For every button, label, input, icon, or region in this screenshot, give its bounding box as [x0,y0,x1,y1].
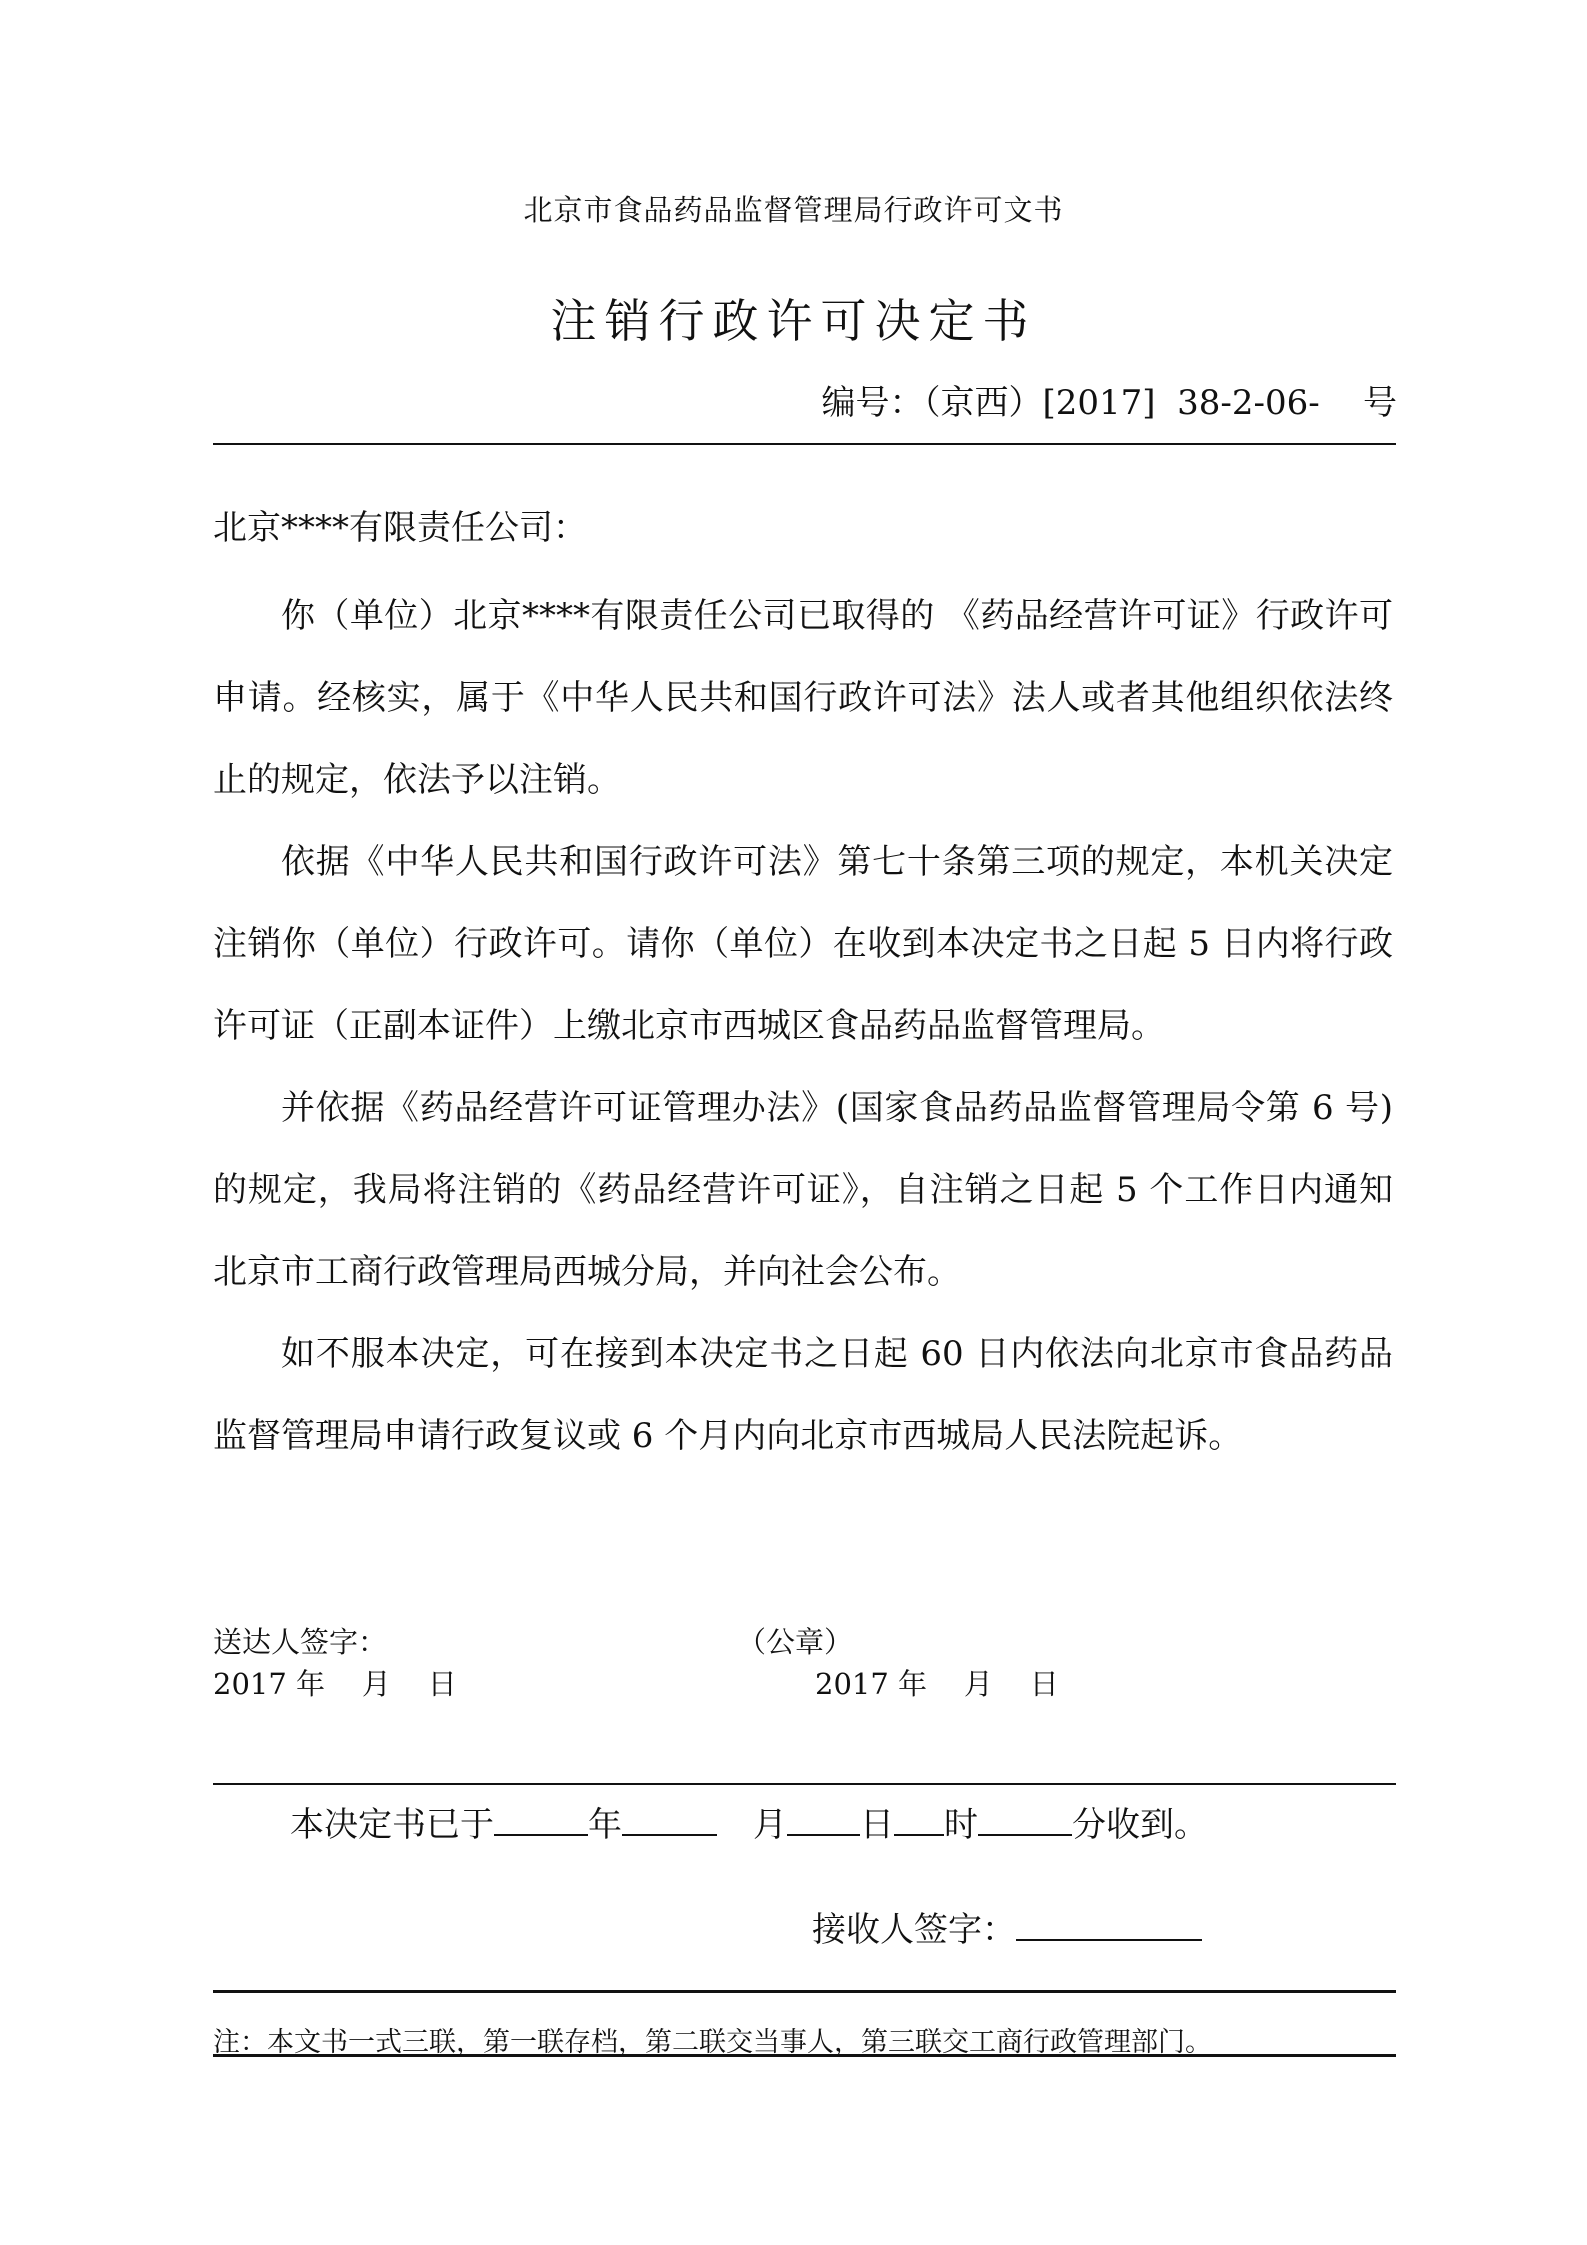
deliverer-date: 2017 年 月 日 [213,1667,457,1701]
paragraph-3: 并依据《药品经营许可证管理办法》(国家食品药品监督管理局令第 6 号)的规定，我局将注销的《药品经营许可证》，自注销之日起 5 个工作日内通知北京市工商行政管理局西城分局，并向社会公布。 [213,1088,1393,1292]
receipt-prefix: 本决定书已于 [290,1805,494,1845]
decision-body [213,575,1393,1477]
receipt-divider [213,1783,1396,1785]
deliverer-signature-label: 送达人签字： [213,1625,388,1659]
official-seal-label: （公章） [737,1625,854,1659]
minute-blank [978,1798,1072,1836]
paragraph-4: 如不服本决定，可在接到本决定书之日起 60 日内依法向北京市食品药品监督管理局申请行政复议或 6 个月内向北京市西城局人民法院起诉。 [213,1334,1393,1456]
hour-blank [894,1798,944,1836]
receiver-signature-label: 接收人签字： [812,1910,1016,1950]
top-divider [213,443,1396,445]
receipt-month-label: 月 [753,1805,787,1845]
receiver-signature [812,1902,1202,1951]
paragraph-1: 你（单位）北京****有限责任公司已取得的 《药品经营许可证》行政许可申请。经核实，属于《中华人民共和国行政许可法》法人或者其他组织依法终止的规定，依法予以注销。 [213,596,1393,800]
receipt-suffix: 分收到。 [1072,1805,1208,1845]
day-blank [787,1798,860,1836]
addressee: 北京****有限责任公司： [213,508,587,548]
document-title: 注销行政许可决定书 [550,294,1037,348]
document-note: 注：本文书一式三联，第一联存档，第二联交当事人，第三联交工商行政管理部门。 [213,2027,1212,2058]
receipt-hour-label: 时 [944,1805,978,1845]
receipt-year-label: 年 [588,1805,622,1845]
receipt-line [290,1797,1208,1846]
year-blank [494,1798,588,1836]
paragraph-2: 依据《中华人民共和国行政许可法》第七十条第三项的规定，本机关决定注销你（单位）行政许可。请你（单位）在收到本决定书之日起 5 日内将行政许可证（正副本证件）上缴北京市西城区食品药品监督管理局。 [213,842,1393,1046]
receiver-signature-blank [1016,1903,1202,1941]
document-header: 北京市食品药品监督管理局行政许可文书 [523,193,1064,227]
note-top-divider [213,1990,1396,1993]
month-blank [622,1798,717,1836]
receipt-day-label: 日 [860,1805,894,1845]
document-number: 编号：（京西）[2017] 38-2-06- 号 [821,383,1397,423]
note-bottom-divider [213,2054,1396,2057]
seal-date: 2017 年 月 日 [815,1667,1059,1701]
